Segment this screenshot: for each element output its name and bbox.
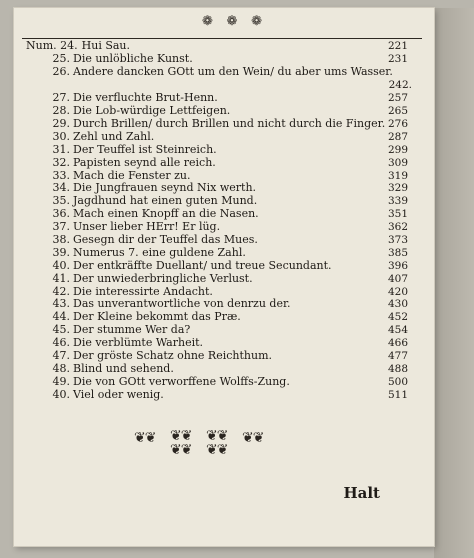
entry-title: Hui Sau. <box>81 39 131 52</box>
entry-number: 37. <box>52 220 70 234</box>
entry-page-number: 396 <box>387 259 408 272</box>
toc-entry <box>26 66 408 79</box>
toc-entry <box>26 260 408 273</box>
entry-number: 26. <box>52 64 70 78</box>
fleuron-icon: ❦❦ <box>170 442 192 458</box>
entry-title: Der Kleine bekommt das Præ. <box>73 310 241 324</box>
entry-title: Zehl und Zahl. <box>73 129 155 143</box>
toc-entry <box>26 78 412 93</box>
tailpiece-ornament <box>134 426 294 460</box>
entry-number: 27. <box>52 91 70 105</box>
entry-number: 38. <box>52 232 70 246</box>
entry-title: Der entkräffte Duellant/ und treue Secundant. <box>73 258 332 272</box>
entry-title: Die Lob-würdige Lettfeigen. <box>73 104 231 118</box>
entry-page-number: 221 <box>387 40 408 52</box>
entry-title: Gesegn dir der Teuffel das Mues. <box>73 232 258 246</box>
top-ornament <box>202 14 262 28</box>
entry-number: 44. <box>52 310 70 324</box>
entry-page-number: 287 <box>387 130 408 143</box>
entry-title: Die von GOtt verworffene Wolffs-Zung. <box>73 374 290 388</box>
entry-title: Die interessirte Andacht. <box>73 284 213 298</box>
entry-title: Die Jungfrauen seynd Nix werth. <box>73 181 257 195</box>
fleuron-icon: ❦❦ <box>242 430 264 446</box>
entry-title: Viel oder wenig. <box>73 387 164 401</box>
catchword: Halt <box>343 484 380 502</box>
entry-number: 49. <box>52 374 70 388</box>
entry-page-number: 265 <box>387 105 408 118</box>
entry-title: Das unverantwortliche von denrzu der. <box>73 297 291 311</box>
entry-title: Die verblümte Warheit. <box>73 336 204 350</box>
ornament-icon: ❁ <box>251 13 262 29</box>
fleuron-icon: ❦❦ <box>206 442 228 458</box>
entry-number: 35. <box>52 194 70 208</box>
entry-title: Der Teuffel ist Steinreich. <box>73 142 217 156</box>
entry-page-number: 339 <box>387 195 408 208</box>
entry-number: 31. <box>52 142 70 156</box>
entry-page-number: 466 <box>387 337 408 350</box>
entry-page-number: 351 <box>387 208 408 221</box>
entry-title: Der unwiederbringliche Verlust. <box>73 271 253 285</box>
entry-title: Die unlöbliche Kunst. <box>73 51 193 65</box>
toc-entry <box>26 234 408 247</box>
entry-number: 43. <box>52 297 70 311</box>
toc-entry <box>26 118 408 131</box>
entry-title: Unser lieber HErr! Er lüg. <box>73 220 221 234</box>
entry-page-number: 385 <box>387 246 408 259</box>
entry-page-number: 373 <box>387 233 408 246</box>
entry-title: Durch Brillen/ durch Brillen und nicht durch die Finger. <box>73 116 386 130</box>
entry-number: 36. <box>52 207 70 221</box>
toc-entry <box>26 389 408 402</box>
entry-number: 28. <box>52 104 70 118</box>
entry-number: 47. <box>52 348 70 362</box>
entry-page-number: 407 <box>387 272 408 285</box>
background-edge <box>434 8 474 558</box>
book-page <box>14 8 434 546</box>
entry-number: 30. <box>52 129 70 143</box>
entry-page-number: 430 <box>387 298 408 311</box>
entry-page-number: 454 <box>387 324 408 337</box>
entry-number: 34. <box>52 181 70 195</box>
entry-title: Blind und sehend. <box>73 361 174 375</box>
entry-number: 39. <box>52 245 70 259</box>
entry-title: Die verfluchte Brut-Henn. <box>73 91 218 105</box>
entry-number: 46. <box>52 336 70 350</box>
ornament-icon: ❁ <box>226 13 238 29</box>
entry-number: Num. 24. <box>26 39 78 52</box>
entry-page-number: 231 <box>387 52 408 65</box>
entry-number: 42. <box>52 284 70 298</box>
entry-page-number: 299 <box>387 143 408 156</box>
entry-number: 48. <box>52 361 70 375</box>
toc-entry <box>26 247 408 260</box>
entry-title: Papisten seynd alle reich. <box>73 155 216 169</box>
entry-page-number: 511 <box>387 388 408 401</box>
entry-title: Mach einen Knopff an die Nasen. <box>73 207 259 221</box>
entry-title: Der stumme Wer da? <box>73 323 191 337</box>
entry-page-number: 242. <box>388 78 412 91</box>
toc-entry <box>26 144 408 157</box>
entry-page-number: 477 <box>387 349 408 362</box>
entry-number: 25. <box>52 51 70 65</box>
entry-page-number: 420 <box>387 285 408 298</box>
entry-page-number: 500 <box>387 375 408 388</box>
fleuron-icon: ❦❦ <box>206 428 228 444</box>
toc-entry <box>26 376 408 389</box>
toc-entry <box>26 53 408 66</box>
entry-title: Mach die Fenster zu. <box>73 168 191 182</box>
entry-page-number: 362 <box>387 221 408 234</box>
entry-title: Jagdhund hat einen guten Mund. <box>73 194 258 208</box>
toc-entry <box>26 131 408 144</box>
entry-number: 40. <box>52 258 70 272</box>
toc-entry <box>26 40 408 53</box>
entry-page-number: 276 <box>387 117 408 130</box>
toc-entry <box>26 363 408 376</box>
toc-entry <box>26 157 408 170</box>
entry-page-number: 452 <box>387 311 408 324</box>
fleuron-icon: ❦❦ <box>134 430 156 446</box>
toc-entry <box>26 273 408 286</box>
entry-number: 33. <box>52 168 70 182</box>
entry-page-number: 488 <box>387 362 408 375</box>
entry-title: Numerus 7. eine guldene Zahl. <box>73 245 246 259</box>
entry-page-number: 309 <box>387 156 408 169</box>
entry-number: 32. <box>52 155 70 169</box>
entry-title: Andere dancken GOtt um den Wein/ du aber ums Wasser. <box>73 64 393 78</box>
entry-page-number: 319 <box>387 169 408 182</box>
entry-number: 29. <box>52 116 70 130</box>
table-of-contents <box>26 39 412 402</box>
entry-page-number: 257 <box>387 92 408 105</box>
entry-page-number: 329 <box>387 182 408 195</box>
entry-number: 40. <box>52 387 70 401</box>
entry-number: 41. <box>52 271 70 285</box>
entry-number: 45. <box>52 323 70 337</box>
ornament-icon: ❁ <box>202 13 213 29</box>
entry-title: Der gröste Schatz ohne Reichthum. <box>73 348 272 362</box>
toc-entry <box>26 350 408 363</box>
fleuron-icon: ❦❦ <box>170 428 192 444</box>
